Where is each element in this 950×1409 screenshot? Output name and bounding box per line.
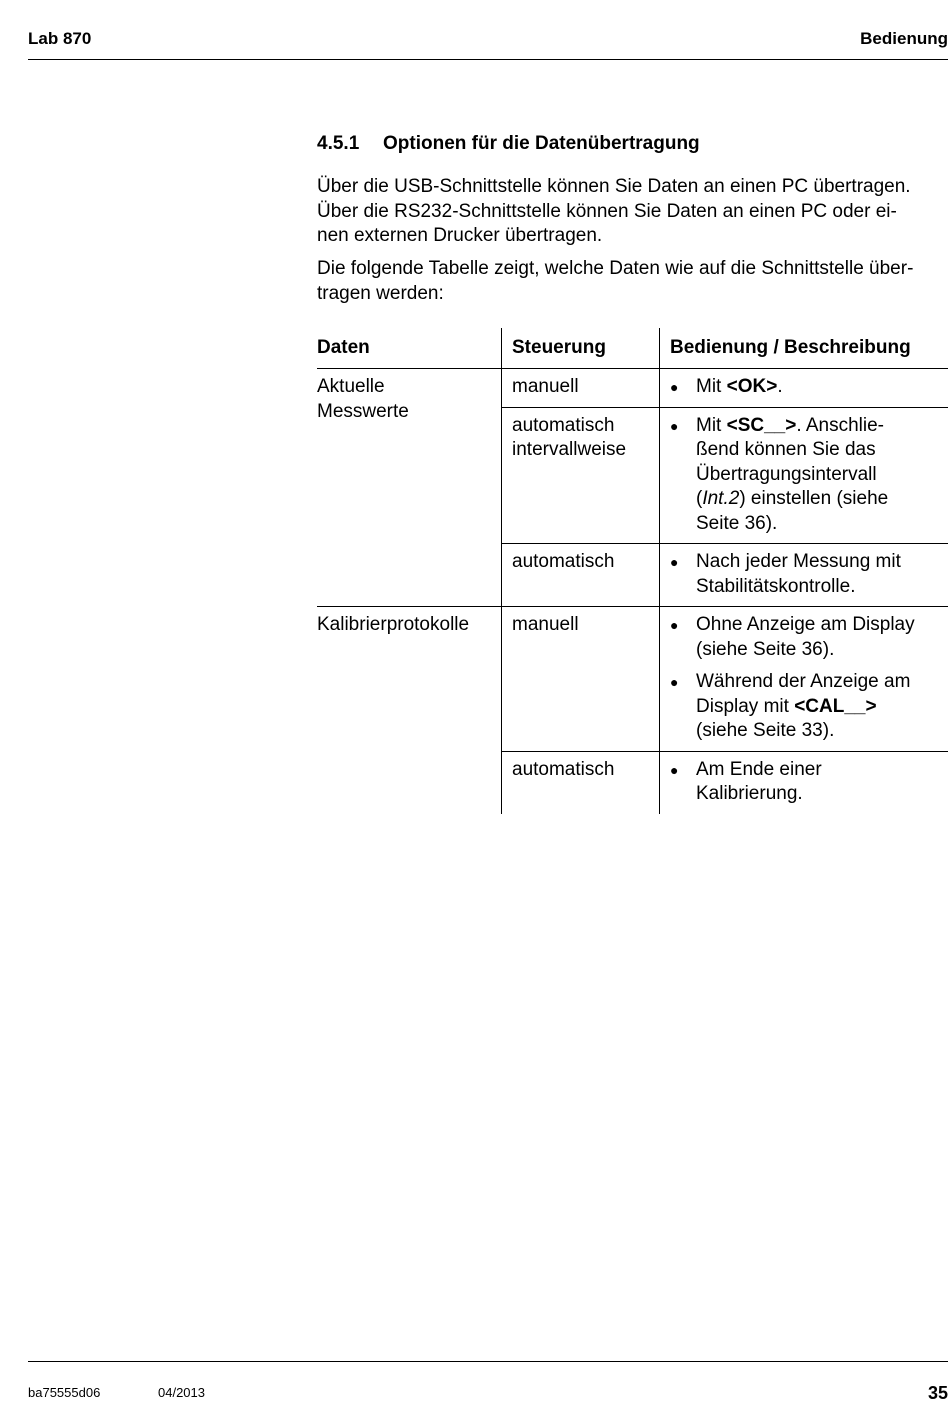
section-number: 4.5.1	[317, 133, 360, 154]
cell-line: manuell	[512, 376, 579, 397]
column-header-daten: Daten	[317, 336, 370, 358]
data-cell-kalibrierprotokolle	[317, 607, 502, 814]
column-header-steuerung: Steuerung	[502, 328, 660, 369]
description-cell	[660, 407, 949, 544]
bullet-icon: ●	[670, 674, 679, 690]
description-cell	[660, 607, 949, 752]
paragraph-line: nen externen Drucker übertragen.	[317, 225, 603, 246]
bullet-text: Am Ende einer Kalibrierung.	[696, 758, 822, 804]
key-sc: <SC__>	[726, 414, 797, 436]
cell-line: Messwerte	[317, 400, 409, 422]
bullet-text: Mit <OK>.	[696, 376, 783, 397]
bullet-item	[670, 375, 948, 400]
bullet-icon: ●	[670, 617, 679, 633]
header-rule	[28, 59, 948, 60]
footer-rule	[28, 1361, 948, 1362]
control-cell	[502, 607, 660, 752]
key-ok: <OK>	[726, 376, 778, 397]
cell-line: Aktuelle	[317, 376, 385, 397]
section-title	[317, 133, 700, 155]
bullet-item	[670, 414, 948, 537]
paragraph-table-intro	[317, 257, 950, 306]
cell-line: automatisch	[512, 551, 615, 572]
bullet-icon: ●	[670, 761, 679, 778]
footer-document-code: ba75555d06	[28, 1385, 101, 1400]
bullet-text: Mit <SC__>. Anschlie- ßend können Sie das Übertragungsintervall (Int.2) einstellen (siehe Seite 36).	[696, 414, 889, 534]
bullet-text: Nach jeder Messung mit Stabilitätskontrolle.	[696, 551, 901, 597]
bullet-item	[670, 758, 948, 807]
description-cell	[660, 544, 949, 607]
header-product: Lab 870	[28, 29, 92, 48]
bullet-item	[670, 670, 948, 744]
cell-line: automatisch	[512, 758, 615, 780]
bullet-icon: ●	[670, 379, 679, 395]
paragraph-line: Über die USB-Schnittstelle können Sie Daten an einen PC übertragen.	[317, 176, 911, 197]
control-cell	[502, 407, 660, 544]
cell-line: intervallweise	[512, 439, 627, 460]
menu-item-int2: Int.2	[702, 488, 740, 509]
paragraph-line: Über die RS232-Schnittstelle können Sie Daten an einen PC oder ei-	[317, 200, 897, 222]
footer-date: 04/2013	[158, 1385, 205, 1400]
description-cell	[660, 369, 949, 408]
paragraph-line: tragen werden:	[317, 282, 444, 304]
table-header-row	[317, 328, 948, 369]
bullet-item	[670, 613, 948, 662]
table-row	[317, 607, 948, 752]
data-cell-messwerte	[317, 369, 502, 607]
page-number: 35	[927, 1383, 948, 1403]
control-cell	[502, 751, 660, 814]
table-row	[317, 369, 948, 408]
cell-line: manuell	[512, 614, 579, 635]
column-header-beschreibung: Bedienung / Beschreibung	[660, 328, 949, 369]
data-transfer-table	[317, 328, 948, 814]
paragraph-interfaces	[317, 175, 950, 249]
control-cell	[502, 544, 660, 607]
section-title-text: Optionen für die Datenübertragung	[383, 133, 700, 154]
bullet-text: Ohne Anzeige am Display (siehe Seite 36).	[696, 614, 915, 660]
key-cal: <CAL__>	[794, 695, 877, 717]
control-cell	[502, 369, 660, 408]
bullet-icon: ●	[670, 417, 679, 434]
description-cell	[660, 751, 949, 814]
bullet-text: Während der Anzeige am Display mit <CAL__> (siehe Seite 33).	[696, 671, 911, 741]
cell-line: automatisch	[512, 414, 615, 436]
bullet-item	[670, 550, 948, 599]
paragraph-line: Die folgende Tabelle zeigt, welche Daten wie auf die Schnittstelle über-	[317, 258, 914, 279]
bullet-icon: ●	[670, 554, 679, 570]
header-chapter: Bedienung	[860, 29, 948, 48]
cell-line: Kalibrierprotokolle	[317, 614, 470, 635]
